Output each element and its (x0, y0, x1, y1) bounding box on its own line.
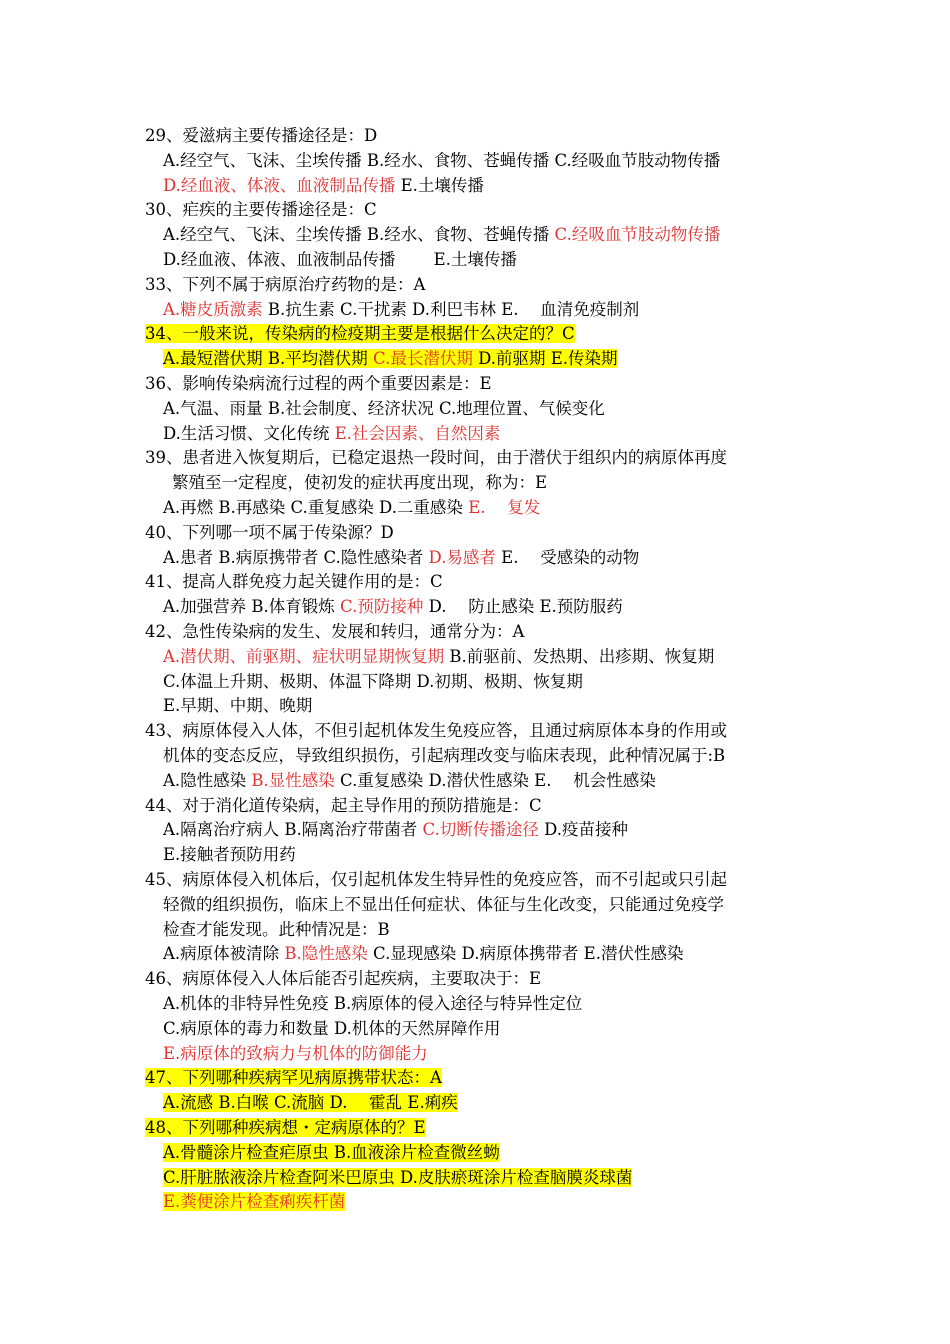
question-line (145, 794, 542, 818)
line-text (145, 275, 425, 294)
option-line (163, 645, 714, 669)
option-line (163, 1091, 458, 1115)
option-line (163, 843, 296, 867)
line-text (172, 473, 547, 492)
answer-text: B.显性感染 (251, 770, 335, 790)
highlighted-text (145, 1118, 426, 1137)
option-line (163, 1166, 632, 1190)
line-text (163, 498, 540, 517)
line-text (145, 572, 443, 591)
highlighted-text (163, 1093, 458, 1112)
question-line (145, 198, 377, 222)
text-segment: E. 受感染的动物 (495, 547, 640, 567)
line-text (163, 399, 605, 418)
text-segment: 47、下列哪种疾病罕见病原携带状态：A (145, 1068, 442, 1088)
option-line (163, 149, 720, 173)
text-segment: A.加强营养 B.体育锻炼 (163, 597, 341, 617)
option-line (163, 248, 517, 272)
text-segment: A.患者 B.病原携带者 C.隐性感染者 (163, 547, 429, 567)
answer-text: E.病原体的致病力与机体的防御能力 (163, 1043, 428, 1063)
option-line (163, 1141, 500, 1165)
highlighted-text (145, 324, 575, 343)
text-segment: 43、病原体侵入人体，不但引起机体发生免疫应答，且通过病原体本身的作用或 (145, 721, 727, 741)
answer-text: A.糖皮质激素 (163, 299, 263, 319)
text-segment: 44、对于消化道传染病，起主导作用的预防措施是：C (145, 795, 542, 815)
text-segment: C.重复感染 D.潜伏性感染 E. 机会性感染 (334, 770, 656, 790)
text-segment: E.接触者预防用药 (163, 845, 296, 865)
option-line (163, 1042, 428, 1066)
line-text (145, 969, 541, 988)
line-text (163, 151, 720, 170)
option-line (163, 496, 540, 520)
answer-text: C.经吸血节肢动物传播 (554, 225, 721, 245)
answer-text: E.社会因素、自然因素 (334, 423, 501, 443)
line-text (163, 176, 484, 195)
option-line (163, 942, 683, 966)
option-line (163, 174, 484, 198)
line-text (163, 920, 390, 939)
line-text (145, 523, 394, 542)
option-line (163, 1017, 500, 1041)
question-line (145, 372, 492, 396)
text-segment: B.抗生素 C.干扰素 D.利巴韦林 E. 血清免疫制剂 (262, 299, 640, 319)
line-text (163, 895, 724, 914)
line-text (163, 672, 583, 691)
question-line (145, 521, 394, 545)
text-segment: A.隐性感染 (163, 770, 252, 790)
option-line (163, 347, 618, 371)
option-line (163, 546, 639, 570)
text-segment: 36、影响传染病流行过程的两个重要因素是：E (145, 374, 492, 393)
question-line (145, 868, 727, 892)
answer-text: C.切断传播途径 (422, 820, 539, 840)
line-text (163, 746, 725, 765)
line-text (163, 845, 296, 864)
text-segment: C.肝脏脓液涂片检查阿米巴原虫 D.皮肤瘀斑涂片检查脑膜炎球菌 (163, 1167, 633, 1187)
line-text (145, 870, 727, 889)
text-segment: 轻微的组织损伤，临床上不显出任何症状、体征与生化改变，只能通过免疫学 (163, 894, 724, 914)
option-line (163, 694, 312, 718)
line-text (163, 820, 628, 839)
text-segment: A.隔离治疗病人 B.隔离治疗带菌者 (163, 820, 423, 840)
option-line (163, 1190, 345, 1214)
answer-text: E.粪便涂片检查痢疾杆菌 (163, 1192, 346, 1212)
text-segment: 39、患者进入恢复期后，已稳定退热一段时间，由于潜伏于组织内的病原体再度 (145, 448, 727, 468)
text-segment: D.生活习惯、文化传统 (163, 423, 335, 443)
line-text (163, 424, 500, 443)
option-line (163, 769, 656, 793)
line-text (145, 796, 542, 815)
option-line (172, 471, 547, 495)
text-segment: A.再燃 B.再感染 C.重复感染 D.二重感染 (163, 498, 469, 517)
question-line (145, 719, 727, 743)
highlighted-text (163, 1143, 500, 1162)
line-text (163, 300, 639, 319)
line-text (163, 548, 639, 567)
text-segment: 机体的变态反应，导致组织损伤，引起病理改变与临床表现，此种情况属于:B (163, 746, 726, 765)
line-text (163, 1019, 500, 1038)
answer-text: C.最长潜伏期 (373, 349, 473, 369)
line-text (163, 1044, 428, 1063)
option-line (163, 918, 390, 942)
option-line (163, 670, 583, 694)
text-segment: 48、下列哪种疾病想・定病原体的？E (145, 1118, 426, 1137)
option-line (163, 223, 720, 247)
line-text (145, 126, 377, 145)
answer-text: C.预防接种 (340, 597, 424, 617)
text-segment: E.早期、中期、晚期 (163, 696, 313, 716)
line-text (145, 622, 524, 641)
answer-text: B.隐性感染 (284, 944, 368, 964)
answer-text: D.易感者 (428, 547, 496, 567)
line-text (163, 994, 582, 1013)
option-line (163, 744, 725, 768)
highlighted-text (145, 1068, 442, 1087)
question-line (145, 322, 575, 346)
line-text (163, 696, 312, 715)
option-line (163, 818, 628, 842)
text-segment: B.前驱前、发热期、出疹期、恢复期 (444, 646, 715, 666)
text-segment: A.经空气、飞沫、尘埃传播 B.经水、食物、苍蝇传播 (163, 225, 555, 245)
option-line (163, 595, 623, 619)
question-line (145, 1066, 442, 1090)
highlighted-text (163, 1168, 632, 1187)
highlighted-text (163, 1192, 345, 1211)
answer-text: D.经血液、体液、血液制品传播 (163, 175, 396, 195)
line-text (163, 771, 656, 790)
text-segment: C.显现感染 D.病原体携带者 E.潜伏性感染 (367, 944, 684, 964)
text-segment: 42、急性传染病的发生、发展和转归，通常分为：A (145, 622, 525, 641)
line-text (145, 374, 492, 393)
option-line (163, 893, 724, 917)
question-line (145, 124, 377, 148)
line-text (163, 225, 720, 244)
text-segment: D. 防止感染 E.预防服药 (423, 597, 623, 617)
text-segment: 检查才能发现。此种情况是：B (163, 919, 390, 939)
text-segment: 30、疟疾的主要传播途径是：C (145, 200, 377, 220)
line-text (163, 597, 623, 616)
text-segment: A.气温、雨量 B.社会制度、经济状况 C.地理位置、气候变化 (163, 398, 605, 418)
line-text (145, 721, 727, 740)
text-segment: C.体温上升期、极期、体温下降期 D.初期、极期、恢复期 (163, 671, 583, 691)
text-segment: 繁殖至一定程度，使初发的症状再度出现，称为：E (172, 473, 548, 493)
option-line (163, 298, 639, 322)
option-line (163, 992, 582, 1016)
text-segment: D.疫苗接种 (538, 820, 628, 840)
text-segment: 41、提高人群免疫力起关键作用的是：C (145, 572, 443, 592)
answer-text: A.潜伏期、前驱期、症状明显期恢复期 (163, 646, 445, 666)
option-line (163, 397, 605, 421)
question-line (145, 446, 727, 470)
highlighted-text (163, 349, 618, 368)
text-segment: D.前驱期 E.传染期 (472, 349, 618, 369)
question-line (145, 1116, 426, 1140)
text-segment: A.最短潜伏期 B.平均潜伏期 (163, 349, 374, 369)
answer-text: E. 复发 (468, 498, 541, 517)
question-line (145, 620, 524, 644)
text-segment: C.病原体的毒力和数量 D.机体的天然屏障作用 (163, 1018, 501, 1038)
text-segment: 45、病原体侵入机体后，仅引起机体发生特异性的免疫应答，而不引起或只引起 (145, 870, 727, 889)
line-text (145, 200, 377, 219)
line-text (163, 944, 683, 963)
text-segment: E.土壤传播 (395, 175, 484, 195)
line-text (163, 250, 517, 269)
text-segment: 34、一般来说，传染病的检疫期主要是根据什么决定的？C (145, 324, 575, 344)
question-line (145, 967, 541, 991)
text-segment: 29、爱滋病主要传播途径是：D (145, 126, 378, 145)
text-segment: 46、病原体侵入人体后能否引起疾病，主要取决于：E (145, 969, 542, 989)
text-segment: 40、下列哪一项不属于传染源？D (145, 522, 394, 542)
text-segment: A.机体的非特异性免疫 B.病原体的侵入途径与特异性定位 (163, 994, 583, 1013)
text-segment: A.经空气、飞沫、尘埃传播 B.经水、食物、苍蝇传播 C.经吸血节肢动物传播 (163, 150, 721, 170)
text-segment: 33、下列不属于病原治疗药物的是：A (145, 274, 426, 294)
text-segment: D.经血液、体液、血液制品传播 E.土壤传播 (163, 250, 517, 269)
question-line (145, 273, 425, 297)
text-segment: A.骨髓涂片检查疟原虫 B.血液涂片检查微丝蚴 (163, 1142, 500, 1162)
line-text (145, 448, 727, 467)
question-line (145, 570, 443, 594)
line-text (163, 647, 714, 666)
option-line (163, 422, 500, 446)
text-segment: A.病原体被清除 (163, 944, 285, 964)
text-segment: A.流感 B.白喉 C.流脑 D. 霍乱 E.痢疾 (163, 1093, 458, 1113)
